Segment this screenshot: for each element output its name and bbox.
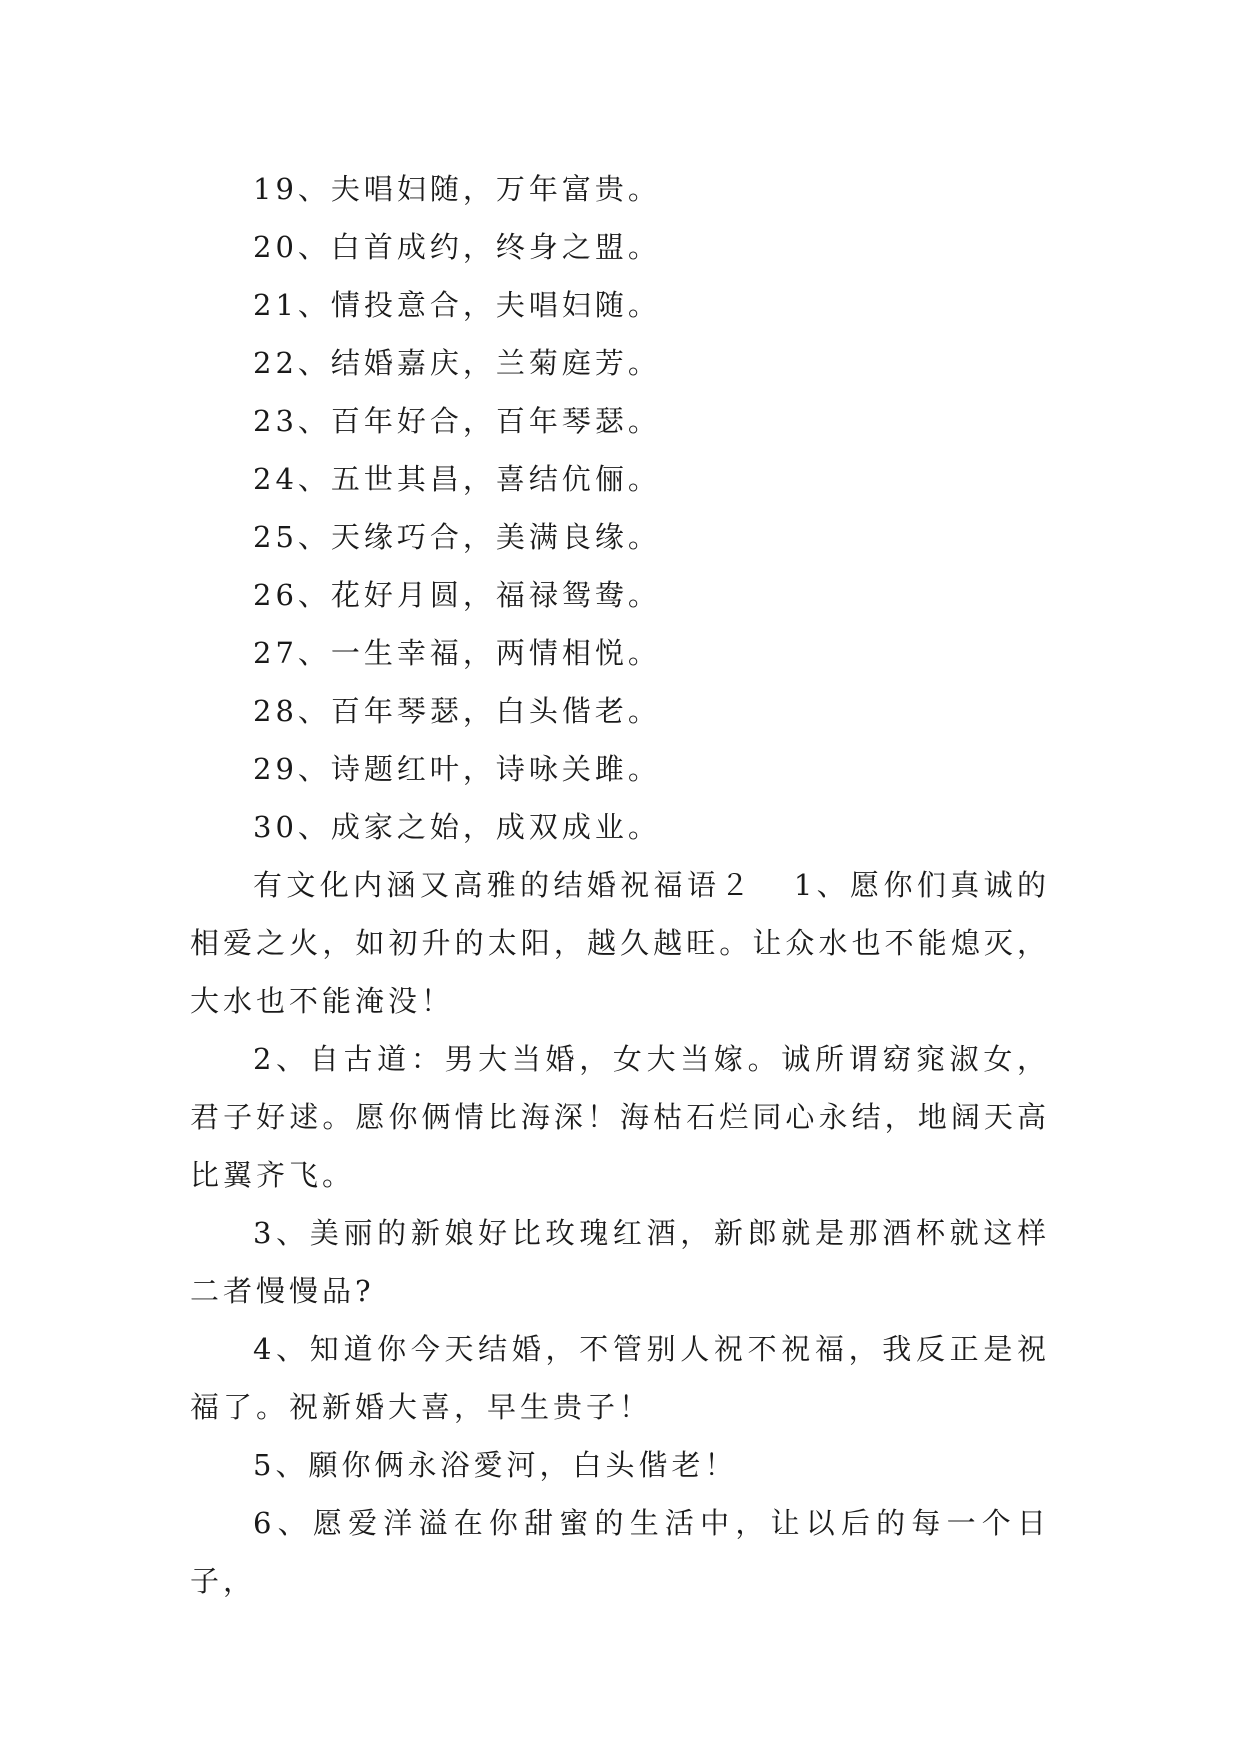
list-item: 25、天缘巧合，美满良缘。 bbox=[253, 520, 661, 554]
list-item: 27、一生幸福，两情相悦。 bbox=[253, 636, 661, 670]
list-item: 26、花好月圆，福禄鸳鸯。 bbox=[253, 578, 661, 612]
paragraph: 4、知道你今天结婚，不管别人祝不祝福，我反正是祝福了。祝新婚大喜，早生贵子！ bbox=[190, 1332, 1050, 1424]
paragraph: 3、美丽的新娘好比玫瑰红酒，新郎就是那酒杯就这样二者慢慢品? bbox=[190, 1216, 1050, 1308]
list-item: 19、夫唱妇随，万年富贵。 bbox=[253, 172, 661, 206]
list-item: 22、结婚嘉庆，兰菊庭芳。 bbox=[253, 346, 661, 380]
list-item: 23、百年好合，百年琴瑟。 bbox=[253, 404, 661, 438]
list-item: 21、情投意合，夫唱妇随。 bbox=[253, 288, 661, 322]
list-item: 30、成家之始，成双成业。 bbox=[253, 810, 661, 844]
section-heading: 有文化内涵又高雅的结婚祝福语２ bbox=[253, 868, 754, 902]
list-item: 20、白首成约，终身之盟。 bbox=[253, 230, 661, 264]
paragraph: 6、愿爱洋溢在你甜蜜的生活中，让以后的每一个日子， bbox=[190, 1506, 1050, 1598]
paragraph: 5、願你俩永浴愛河，白头偕老！ bbox=[253, 1448, 738, 1482]
document-body bbox=[190, 160, 1050, 1610]
list-item: 28、百年琴瑟，白头偕老。 bbox=[253, 694, 661, 728]
paragraph-text: 1、愿你们真诚的相爱之火，如初升的太阳，越久越旺。让众水也不能熄灭，大水也不能淹没！ bbox=[190, 868, 1050, 1018]
list-item: 29、诗题红叶，诗咏关雎。 bbox=[253, 752, 661, 786]
paragraph: 2、自古道：男大当婚，女大当嫁。诚所谓窈窕淑女，君子好逑。愿你俩情比海深！海枯石烂同心永结，地阔天高比翼齐飞。 bbox=[190, 1042, 1050, 1192]
list-item: 24、五世其昌，喜结伉俪。 bbox=[253, 462, 661, 496]
section-paragraph bbox=[190, 856, 1050, 1030]
